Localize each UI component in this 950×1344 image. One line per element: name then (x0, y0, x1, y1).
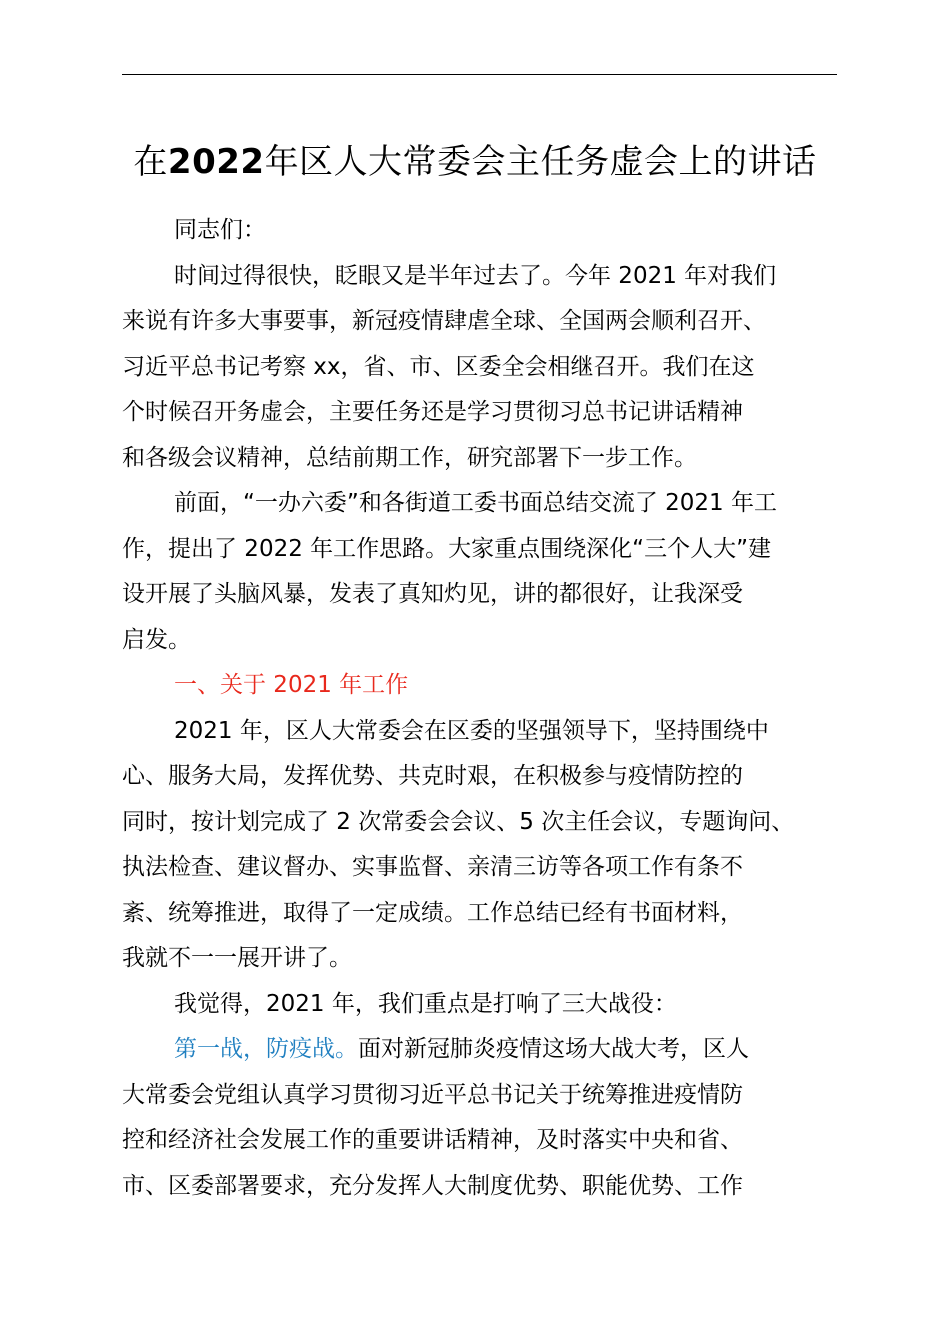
intro-paragraph-continuation (122, 299, 852, 481)
paragraph-line: 作，提出了 2022 年工作思路。大家重点围绕深化“三个人大”建 (122, 535, 771, 562)
paragraph-line: 执法检查、建议督办、实事监督、亲清三访等各项工作有条不 (122, 854, 743, 880)
paragraph-line: 来说有许多大事要事，新冠疫情肆虐全球、全国两会顺利召开、 (122, 308, 766, 334)
paragraph-line: 大常委会党组认真学习贯彻习近平总书记关于统筹推进疫情防 (122, 1081, 743, 1108)
paragraph-line: 市、区委部署要求，充分发挥人大制度优势、职能优势、工作 (122, 1172, 743, 1199)
paragraph-line: 和各级会议精神，总结前期工作，研究部署下一步工作。 (122, 444, 697, 471)
title-year: 2022 (167, 142, 265, 182)
first-campaign-paragraph (122, 1027, 852, 1073)
section-heading-text: 一、关于 2021 年工作 (174, 672, 409, 698)
paragraph-line: 控和经济社会发展工作的重要讲话精神，及时落实中央和省、 (122, 1127, 743, 1153)
paragraph-line: 启发。 (122, 626, 191, 653)
paragraph-line: 前面，“一办六委”和各街道工委书面总结交流了 2021 年工 (174, 490, 777, 516)
document-title (0, 136, 950, 188)
paragraph-line (122, 1027, 852, 1073)
paragraph-line: 时间过得很快，眨眼又是半年过去了。今年 2021 年对我们 (174, 262, 777, 289)
campaigns-intro-paragraph (122, 982, 852, 1028)
paragraph-line: 习近平总书记考察 xx，省、市、区委全会相继召开。我们在这 (122, 353, 755, 380)
work-paragraph-continuation (122, 754, 852, 982)
paragraph-line: 设开展了头脑风暴，发表了真知灼见，讲的都很好，让我深受 (122, 581, 743, 607)
paragraph-line: 同志们： (174, 217, 266, 243)
work-paragraph (122, 709, 852, 755)
summary-paragraph-continuation (122, 527, 852, 664)
intro-paragraph (122, 254, 852, 300)
title-prefix: 在 (133, 142, 168, 182)
paragraph-line: 个时候召开务虚会，主要任务还是学习贯彻习总书记讲话精神 (122, 399, 743, 425)
greeting-paragraph (122, 208, 852, 254)
paragraph-line: 2021 年，区人大常委会在区委的坚强领导下，坚持围绕中 (174, 717, 769, 744)
first-campaign-lead: 第一战，防疫战。 (174, 1036, 358, 1062)
document-body (122, 208, 852, 1209)
title-suffix: 年区人大常委会主任务虚会上的讲话 (264, 142, 817, 182)
summary-paragraph (122, 481, 852, 527)
section-heading (122, 663, 852, 709)
paragraph-line: 紊、统筹推进，取得了一定成绩。工作总结已经有书面材料， (122, 899, 743, 926)
paragraph-line: 我觉得，2021 年，我们重点是打响了三大战役： (174, 990, 677, 1017)
paragraph-line: 心、服务大局，发挥优势、共克时艰，在积极参与疫情防控的 (122, 763, 743, 789)
header-rule (122, 74, 837, 75)
first-campaign-text: 面对新冠肺炎疫情这场大战大考，区人 (358, 1036, 749, 1062)
paragraph-line: 同时，按计划完成了 2 次常委会会议、5 次主任会议，专题询问、 (122, 808, 795, 835)
first-campaign-continuation (122, 1073, 852, 1210)
paragraph-line: 我就不一一展开讲了。 (122, 945, 352, 971)
